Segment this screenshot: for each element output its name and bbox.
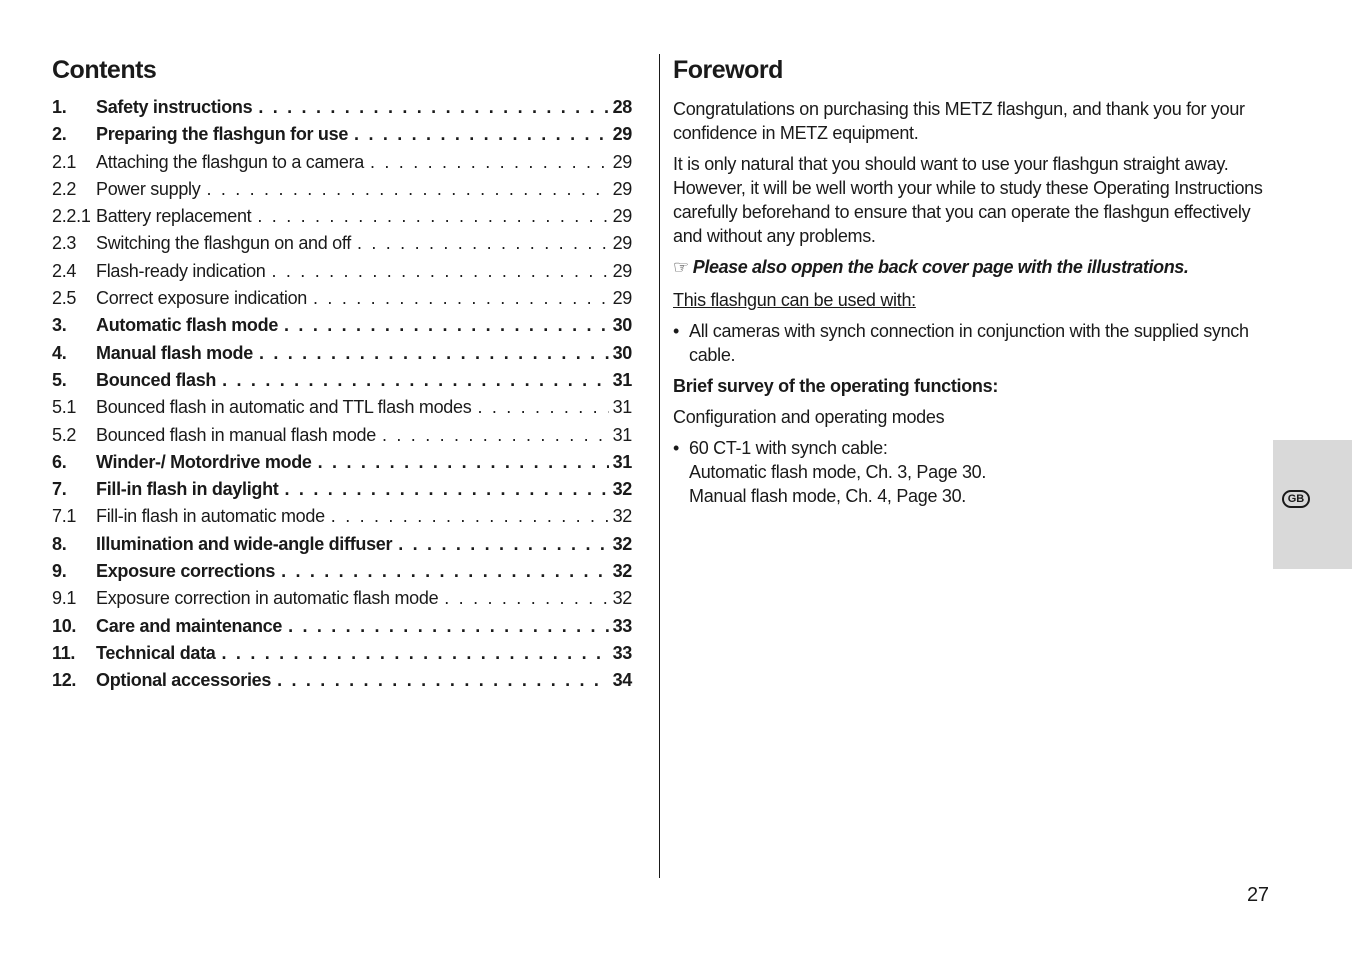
pointing-hand-icon: ☞ [673, 257, 689, 277]
toc-dot-leader [382, 425, 609, 446]
toc-dot-leader [222, 643, 609, 664]
toc-dot-leader [258, 97, 608, 118]
language-badge: GB [1282, 490, 1310, 508]
toc-entry [52, 152, 632, 179]
toc-entry [52, 588, 632, 615]
toc-entry-number: 5. [52, 369, 67, 390]
toc-dot-leader [354, 124, 609, 145]
toc-entry-number: 2.3 [52, 233, 77, 254]
toc-entry-page: 29 [612, 206, 632, 227]
toc-entry-page: 31 [612, 451, 632, 472]
toc-entry-number: 10. [52, 615, 77, 636]
toc-entry-page: 32 [612, 506, 632, 527]
toc-entry-number: 9.1 [52, 588, 77, 609]
toc-entry-number: 9. [52, 561, 67, 582]
toc-entry-page: 32 [612, 479, 632, 500]
modes-line-3: Manual flash mode, Ch. 4, Page 30. [689, 486, 966, 506]
toc-entry [52, 670, 632, 697]
modes-bullet [673, 436, 1269, 508]
toc-entry-page: 34 [612, 670, 632, 691]
toc-dot-leader [206, 179, 608, 200]
toc-entry-number: 3. [52, 315, 67, 336]
toc-entry-title: Winder-/ Motordrive mode [96, 451, 312, 472]
toc-entry [52, 261, 632, 288]
foreword-section [673, 54, 1269, 515]
toc-dot-leader [277, 670, 608, 691]
toc-list [52, 97, 632, 698]
toc-entry [52, 179, 632, 206]
language-tab [1273, 440, 1352, 569]
toc-entry [52, 616, 632, 643]
toc-entry-page: 29 [612, 260, 632, 281]
toc-dot-leader [285, 479, 609, 500]
toc-entry [52, 370, 632, 397]
modes-line-2: Automatic flash mode, Ch. 3, Page 30. [689, 462, 987, 482]
toc-entry-number: 6. [52, 451, 67, 472]
toc-dot-leader [281, 561, 609, 582]
toc-entry-number: 2.2 [52, 178, 77, 199]
illustration-note [673, 255, 1269, 279]
toc-dot-leader [272, 261, 609, 282]
toc-entry-number: 1. [52, 97, 67, 117]
column-divider [659, 54, 660, 878]
page-number: 27 [1247, 884, 1269, 906]
survey-heading: Brief survey of the operating functions: [673, 376, 999, 396]
toc-entry [52, 397, 632, 424]
toc-entry-title: Bounced flash [96, 369, 217, 390]
toc-entry-page: 33 [612, 615, 632, 636]
toc-entry-number: 11. [52, 642, 76, 663]
toc-entry-title: Bounced flash in automatic and TTL flash modes [96, 397, 472, 418]
toc-entry-page: 28 [612, 97, 632, 117]
toc-entry [52, 534, 632, 561]
toc-entry-page: 32 [612, 588, 632, 609]
toc-entry [52, 97, 632, 124]
toc-entry-number: 5.1 [52, 397, 77, 418]
toc-dot-leader [313, 288, 609, 309]
toc-dot-leader [477, 397, 608, 418]
toc-entry [52, 288, 632, 315]
camera-compat-text: • All cameras with synch connection in conjunction with the supplied synch cable. [689, 321, 1249, 365]
toc-entry-page: 29 [612, 288, 632, 309]
toc-entry-number: 2.5 [52, 288, 77, 309]
toc-entry-title: Technical data [96, 642, 216, 663]
toc-entry-number: 7. [52, 479, 67, 500]
toc-entry [52, 643, 632, 670]
toc-dot-leader [257, 206, 608, 227]
toc-entry-title: Fill-in flash in automatic mode [96, 506, 325, 527]
toc-entry-page: 32 [612, 561, 632, 582]
toc-entry-page: 31 [612, 424, 632, 445]
toc-dot-leader [331, 506, 609, 527]
toc-entry-title: Flash-ready indication [96, 260, 266, 281]
toc-entry-title: Manual flash mode [96, 342, 253, 363]
toc-entry-title: Power supply [96, 178, 201, 199]
foreword-heading: Foreword [673, 56, 783, 84]
toc-entry-number: 2.2.1 [52, 206, 91, 227]
toc-entry-number: 2.1 [52, 151, 77, 172]
toc-dot-leader [370, 152, 609, 173]
toc-dot-leader [357, 233, 609, 254]
camera-compat-bullet [673, 319, 1269, 367]
toc-entry-title: Correct exposure indication [96, 288, 308, 309]
toc-entry-number: 5.2 [52, 424, 77, 445]
contents-section [52, 54, 632, 698]
toc-entry [52, 479, 632, 506]
toc-entry-title: Safety instructions [96, 97, 253, 117]
toc-entry [52, 343, 632, 370]
toc-dot-leader [318, 452, 609, 473]
modes-line-1: • 60 CT-1 with synch cable: [689, 438, 888, 458]
toc-entry-title: Fill-in flash in daylight [96, 479, 279, 500]
toc-dot-leader [259, 343, 609, 364]
contents-heading: Contents [52, 56, 157, 84]
toc-entry-title: Attaching the flashgun to a camera [96, 151, 364, 172]
toc-entry-number: 4. [52, 342, 67, 363]
toc-entry-number: 7.1 [52, 506, 77, 527]
toc-entry-title: Automatic flash mode [96, 315, 279, 336]
toc-entry-number: 2. [52, 124, 67, 145]
toc-entry-page: 30 [612, 342, 632, 363]
toc-entry-title: Exposure corrections [96, 561, 276, 582]
toc-dot-leader [398, 534, 608, 555]
toc-entry-page: 29 [612, 233, 632, 254]
toc-entry-number: 12. [52, 670, 77, 691]
toc-entry-page: 33 [612, 642, 632, 663]
toc-entry-page: 31 [612, 397, 632, 418]
toc-entry-page: 29 [612, 178, 632, 199]
toc-dot-leader [444, 588, 608, 609]
toc-entry-number: 2.4 [52, 260, 77, 281]
toc-entry-page: 30 [612, 315, 632, 336]
usable-with-heading: This flashgun can be used with: [673, 290, 916, 310]
illustration-note-text: Please also oppen the back cover page with the illustrations. [692, 257, 1189, 277]
toc-entry [52, 425, 632, 452]
toc-entry [52, 233, 632, 260]
toc-entry-page: 29 [612, 151, 632, 172]
toc-dot-leader [288, 616, 609, 637]
toc-entry [52, 506, 632, 533]
toc-entry-page: 32 [612, 533, 632, 554]
toc-entry-title: Preparing the flashgun for use [96, 124, 349, 145]
config-line: Configuration and operating modes [673, 407, 945, 427]
toc-entry-title: Optional accessories [96, 670, 272, 691]
toc-entry-title: Exposure correction in automatic flash mode [96, 588, 439, 609]
toc-entry-page: 31 [612, 369, 632, 390]
toc-dot-leader [222, 370, 608, 391]
toc-entry-title: Bounced flash in manual flash mode [96, 424, 376, 445]
toc-entry [52, 315, 632, 342]
toc-entry [52, 561, 632, 588]
toc-entry [52, 206, 632, 233]
toc-dot-leader [284, 315, 609, 336]
toc-entry [52, 124, 632, 151]
toc-entry-page: 29 [612, 124, 632, 145]
toc-entry-title: Care and maintenance [96, 615, 283, 636]
toc-entry-title: Battery replacement [96, 206, 252, 227]
toc-entry-title: Illumination and wide-angle diffuser [96, 533, 393, 554]
toc-entry-number: 8. [52, 533, 67, 554]
foreword-paragraph-1: Congratulations on purchasing this METZ flashgun, and thank you for your confidence in METZ equipment. [673, 99, 1245, 143]
toc-entry-title: Switching the flashgun on and off [96, 233, 351, 254]
foreword-paragraph-2: It is only natural that you should want to use your flashgun straight away. However, it will be well worth your while to study these Operating Instructions carefully beforehand to ensure that you can operate the flashgun effectively and without any problems. [673, 154, 1263, 246]
toc-entry [52, 452, 632, 479]
